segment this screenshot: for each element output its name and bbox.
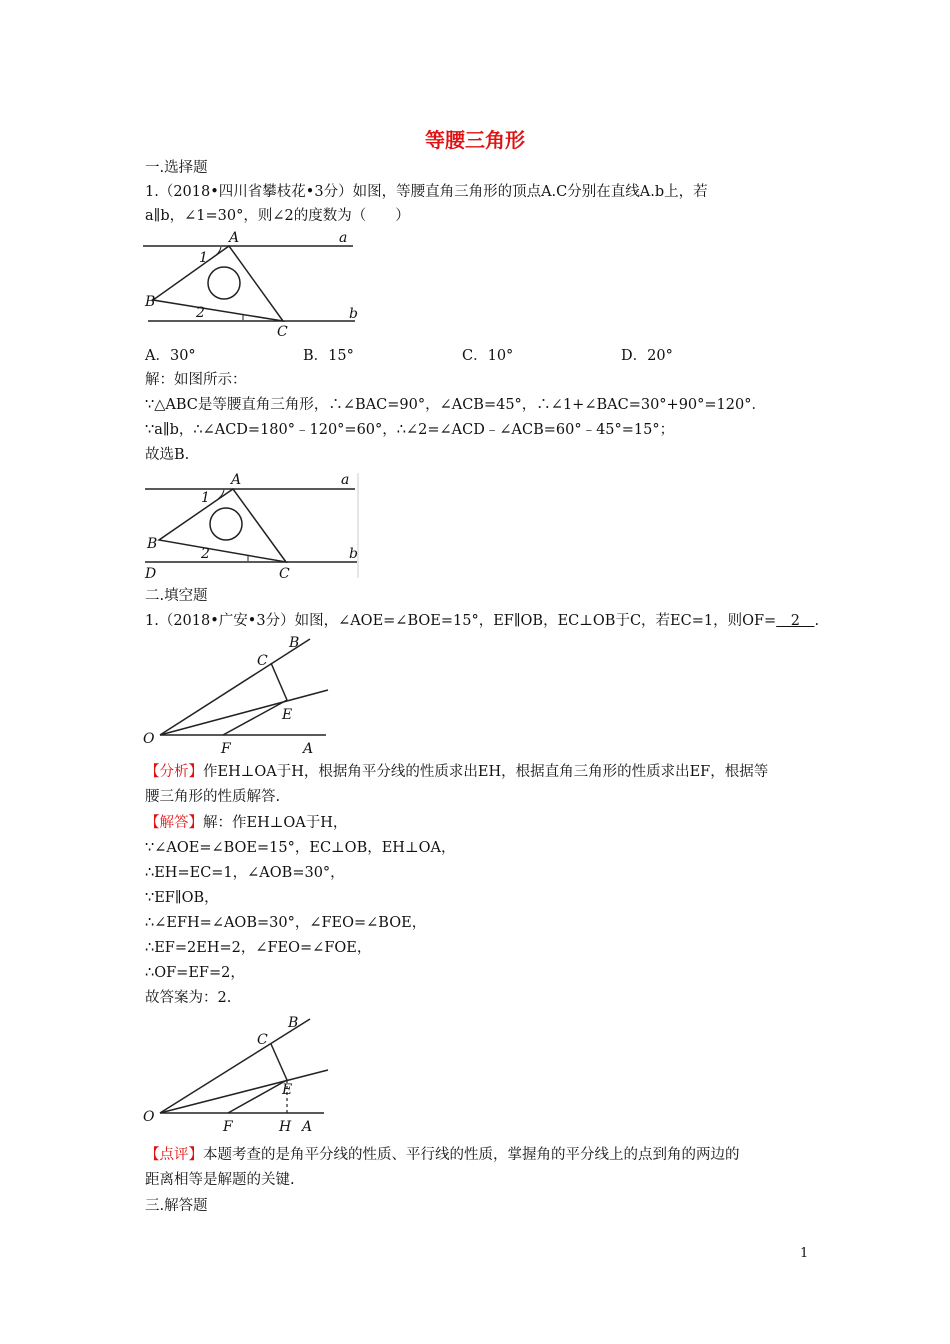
q2-figure <box>138 632 338 758</box>
section-heading-choice: 一.选择题 <box>145 160 208 176</box>
q2-fig2-label-C: C <box>257 1032 268 1048</box>
q2-step-1: ∵∠AOE=∠BOE=15°，EC⊥OB，EH⊥OA， <box>145 840 456 856</box>
section-heading-fill: 二.填空题 <box>145 588 208 604</box>
analysis-text: 作EH⊥OA于H，根据角平分线的性质求出EH，根据直角三角形的性质求出EF，根据等 <box>203 764 769 780</box>
q1-solution-figure <box>143 468 363 582</box>
q2-fig2-label-H: H <box>279 1119 292 1135</box>
q1-fig2-label-1: 1 <box>201 490 210 506</box>
q2-fig-label-E: E <box>282 707 293 723</box>
q1-fig-label-a: a <box>339 230 348 246</box>
q1-fig-label-1: 1 <box>199 250 208 266</box>
q2-step-4: ∴∠EFH=∠AOB=30°，∠FEO=∠BOE， <box>145 915 427 931</box>
q2-text-post: . <box>814 613 820 629</box>
q1-fig2-label-C: C <box>279 566 290 582</box>
section-heading-answer: 三.解答题 <box>145 1198 208 1214</box>
q2-analysis-line1 <box>145 762 768 782</box>
q1-option-b: B．15° <box>303 348 354 364</box>
q1-solution-line1: 解：如图所示： <box>145 372 247 388</box>
q2-step-6: ∴OF=EF=2， <box>145 965 245 981</box>
q1-fig2-label-a: a <box>341 472 350 488</box>
q2-text-pre: 1.（2018•广安•3分）如图，∠AOE=∠BOE=15°，EF∥OB，EC⊥OB于C，若EC=1，则OF= <box>145 613 777 629</box>
answer-tag: 【解答】 <box>145 815 203 831</box>
q2-fig-label-O: O <box>143 731 155 747</box>
q1-fig-label-b: b <box>349 306 358 322</box>
q1-fig2-label-2: 2 <box>201 546 210 562</box>
q1-solution-line4: 故选B. <box>145 447 190 463</box>
q1-text-line2: a∥b，∠1=30°，则∠2的度数为（ ） <box>145 208 410 224</box>
analysis-tag: 【分析】 <box>145 764 203 780</box>
q1-fig-label-2: 2 <box>196 305 205 321</box>
q2-answer-blank: 2 <box>776 613 815 629</box>
q2-fig2-label-F: F <box>223 1119 233 1135</box>
q1-fig-label-C: C <box>277 324 288 340</box>
q2-fig2-label-E: E <box>282 1082 293 1098</box>
q1-fig2-label-b: b <box>349 546 358 562</box>
q2-fig-label-B: B <box>289 635 300 651</box>
q1-solution-line3: ∵a∥b，∴∠ACD=180°﹣120°=60°，∴∠2=∠ACD﹣∠ACB=60°﹣45°=15°； <box>145 422 675 438</box>
q1-option-c: C．10° <box>462 348 514 364</box>
q1-text-line1: 1.（2018•四川省攀枝花•3分）如图，等腰直角三角形的顶点A.C分别在直线A.b上，若 <box>145 184 708 200</box>
q2-step-3: ∵EF∥OB， <box>145 890 219 906</box>
q2-comment-line1 <box>145 1145 740 1165</box>
comment-text: 本题考查的是角平分线的性质、平行线的性质，掌握角的平分线上的点到角的两边的 <box>203 1147 740 1163</box>
q2-step-7: 故答案为：2. <box>145 990 232 1006</box>
page-title: 等腰三角形 <box>425 128 525 152</box>
q1-fig-label-A: A <box>229 230 240 246</box>
q2-text-line1 <box>145 611 819 631</box>
q1-fig-label-B: B <box>145 294 156 310</box>
q1-figure <box>143 228 363 340</box>
q1-option-d: D．20° <box>621 348 673 364</box>
q1-option-a: A．30° <box>145 348 196 364</box>
q2-analysis-line2: 腰三角形的性质解答. <box>145 789 281 805</box>
q2-fig-label-A: A <box>303 741 314 757</box>
q1-fig2-label-B: B <box>147 536 158 552</box>
q2-fig2-label-O: O <box>143 1109 155 1125</box>
q1-fig2-label-A: A <box>231 472 242 488</box>
q2-fig2-label-A: A <box>302 1119 313 1135</box>
q2-step-5: ∴EF=2EH=2，∠FEO=∠FOE， <box>145 940 372 956</box>
q2-fig-label-F: F <box>221 741 231 757</box>
q2-comment-line2: 距离相等是解题的关键. <box>145 1172 295 1188</box>
q2-answer-line1 <box>145 813 347 833</box>
q2-fig-label-C: C <box>257 653 268 669</box>
q1-fig2-label-D: D <box>145 566 157 582</box>
q2-step-2: ∴EH=EC=1，∠AOB=30°， <box>145 865 345 881</box>
q2-solution-figure <box>138 1010 338 1138</box>
answer-text: 解：作EH⊥OA于H， <box>203 815 348 831</box>
q2-fig2-label-B: B <box>288 1015 299 1031</box>
comment-tag: 【点评】 <box>145 1147 203 1163</box>
q1-solution-line2: ∵△ABC是等腰直角三角形，∴∠BAC=90°，∠ACB=45°，∴∠1+∠BAC=30°+90°=120°． <box>145 397 766 413</box>
page-number: 1 <box>800 1246 809 1261</box>
